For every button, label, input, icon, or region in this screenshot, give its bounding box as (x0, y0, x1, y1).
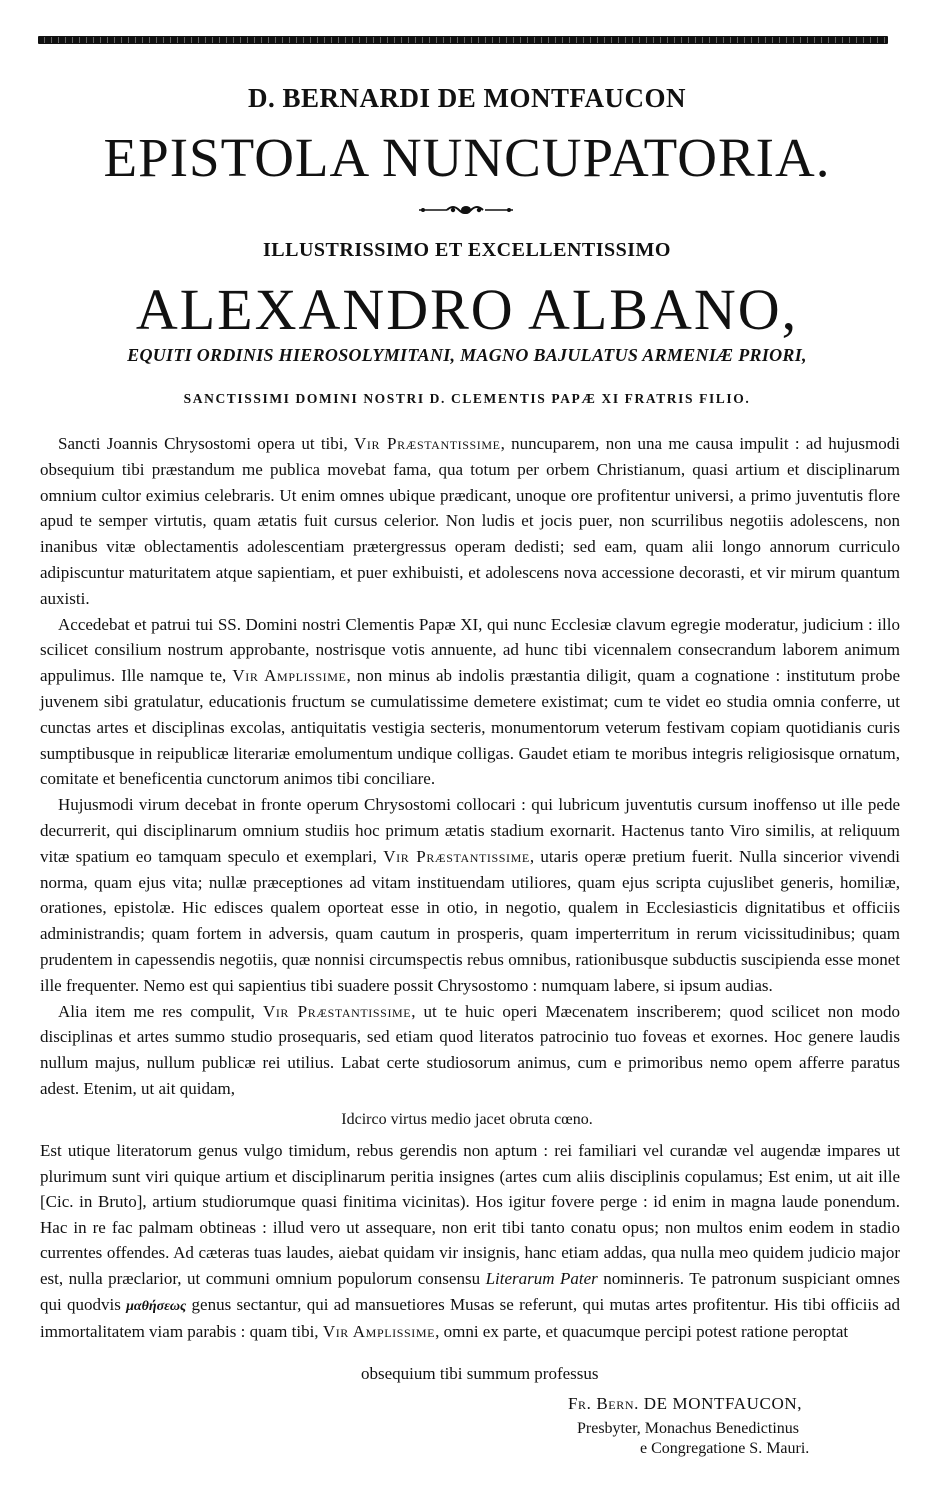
dedicatee-title: EQUITI ORDINIS HIEROSOLYMITANI, MAGNO BAJULATUS ARMENIÆ PRIORI, (127, 345, 807, 365)
paragraph-text: , omni ex parte, et quacumque percipi potest ratione peroptat (435, 1322, 849, 1342)
paragraph-text: Sancti Joannis Chrysostomi opera ut tibi, (58, 434, 355, 453)
paragraph-text: Est utique literatorum genus vulgo timidum, rebus gerendis non aptum : rei familiari vel curandæ vel augendæ impares ut plurimum sunt viri quique artium et disciplinarum peritia insignes (artes cum aliis disciplinis copulamus; Est enim, ut ait ille [Cic. in Bruto], artium studiorumque quasi finitima vicinitas). Hos igitur fovere perge : id enim in magna laude ponendum. Hac in re fac palmam obtineas : illud vero ut assequare, non erit tibi tanto conatu opus; non multos enim eodem in stadio currentes offendes. Ad cæteras tuas laudes, aiebat quidam vir insignis, hanc etiam addas, qua nulla meo quidem judicio major est, nulla præclarior, ut communi omnium populorum consensu (40, 1141, 900, 1288)
address-phrase: Vir Præstantissime (383, 846, 530, 866)
author-heading: D. BERNARDI DE MONTFAUCON (247, 83, 686, 113)
paragraph-text: nominneris. Te patronum suspiciant omnes qui quodvis (40, 1268, 901, 1314)
address-phrase: Vir Præstantissime (354, 434, 501, 453)
paragraph-text: , non minus ab indolis præstantia diligit, quam a cognatione : institutum probe juvenem sibi gratulatur, educationis fructum se cumulatissime demetere existimat; cum te videt eo studia omnia conferre, ut cunctas artes et disciplinas excolas, antiquitatis vestigia secteris, monumentorum veterum festivam copiam quotidianis curis sumptibusque in reipublicæ literariæ emolumentum undique colligas. Gaudet etiam te moribus integris religiosisque ornatum, comitate et beneficentia cunctorum animos tibi conciliare. (40, 666, 900, 789)
letter-body-continued (40, 1138, 900, 1345)
letter-body (40, 431, 900, 1102)
paragraph-5 (40, 1138, 900, 1345)
address-phrase: Vir Amplissime (232, 666, 347, 686)
greek-word: μαθήσεως (126, 1298, 187, 1314)
paragraph-text: , nuncuparem, non una me causa impulit : ad hujusmodi obsequium tibi præstandum me publica movebat fama, qua totum per orbem Christianum, quasi artium et disciplinarum omnium cultor eximius celebraris. Ut enim omnes ubique prædicant, unoque ore profitentur universi, a primo juventutis flore apud te semper virtutis, quam ætatis fuit cursus celerior. Non ludis et jocis puer, non scurrilibus negotiis adolescens, non inanibus vitæ oblectamentis adolescentiam prætergressus operam dedisti; sed eam, quam alii longo annorum curriculo adipiscuntur maturitatem atque sapientiam, et puer exhibuisti, et adolescens nova accessione decorasti, et vir mirum quantum auxisti. (40, 434, 900, 608)
ornament-icon (417, 203, 515, 217)
dedicatee-name: ALEXANDRO ALBANO, (135, 277, 799, 342)
closing-line: obsequium tibi summum professus (361, 1364, 599, 1383)
page-title: EPISTOLA NUNCUPATORIA. (103, 127, 831, 188)
paragraph-text: Alia item me res compulit, (58, 1001, 263, 1021)
address-phrase: Vir Præstantissime (262, 1001, 412, 1021)
paragraph-text: genus sectantur, qui ad mansuetiores Musas se referunt, qui mutas artes profitentur. His tibi officiis ad immortalitatem viam parabis : quam tibi, (40, 1294, 901, 1342)
paragraph-3 (40, 792, 900, 998)
paragraph-4 (40, 999, 900, 1102)
italic-phrase: Literarum Pater (485, 1268, 598, 1288)
verse-quotation: Idcirco virtus medio jacet obruta cœno. (341, 1111, 593, 1128)
paragraph-2 (40, 612, 900, 793)
top-rule-hatch (38, 37, 888, 43)
signature-line-2: e Congregatione S. Mauri. (640, 1440, 810, 1457)
signature: Fr. Bern. DE MONTFAUCON, (568, 1394, 803, 1413)
paragraph-text: Hujusmodi virum decebat in fronte operum Chrysostomi collocari : qui lubricum juventutis cursum inoffenso ut ille pede decurrerit, qui disciplinarum omnium studiis hoc primum ætatis stadium exornarit. Hactenus tanto Viro similis, at reliquum vitæ spatium eo tamquam speculo et exemplari, (40, 795, 900, 866)
dedication-heading: ILLUSTRISSIMO ET EXCELLENTISSIMO (263, 239, 671, 261)
paragraph-text: , ut te huic operi Mæcenatem inscriberem; quod scilicet non modo disciplinas et artes summo studio prosequaris, sed etiam quod literatos patrocinio tuo foveas et exornes. Hoc genere laudis nullum majus, nullum publicæ rei utilius. Labat certe studiosorum animus, cum e primoribus nemo opem afferre paratus adest. Etenim, ut ait quidam, (40, 1001, 900, 1098)
dedicatee-relation: SANCTISSIMI DOMINI NOSTRI D. CLEMENTIS PAPÆ XI FRATRIS FILIO. (183, 391, 751, 406)
paragraph-text: Accedebat et patrui tui SS. Domini nostri Clementis Papæ XI, qui nunc Ecclesiæ clavum egregie moderatur, judicium : illo scilicet consilium nostrum approbante, nostrisque votis annuente, ad hunc tibi vicennalem consecrandum laborem animum appulimus. Ille namque te, (40, 614, 900, 686)
paragraph-text: , utaris operæ pretium fuerit. Nulla sincerior vivendi norma, quam ejus vita; nullæ præceptiones ad vitam instituendam utiliores, quam ejus scripta cujuslibet generis, homiliæ, orationes, epistolæ. Hic edisces qualem oporteat esse in otio, in negotio, qualem in Ecclesiasticis dignitatibus et officiis administrandis; quam fortem in adversis, quam cautum in prosperis, quam imperterritum in rerum vicissitudinibus; quam prudentem in capessendis negotiis, quæ nonnisi circumspectis rebus omnibus, rationibusque subductis suscipienda esse monet ille frequenter. Nemo est qui sapientius tibi suadere possit Chrysostomo : numquam labere, si ipsum audias. (40, 846, 900, 995)
signature-line-1: Presbyter, Monachus Benedictinus (577, 1420, 799, 1437)
address-phrase: Vir Amplissime (322, 1322, 436, 1342)
paragraph-1 (40, 431, 900, 612)
